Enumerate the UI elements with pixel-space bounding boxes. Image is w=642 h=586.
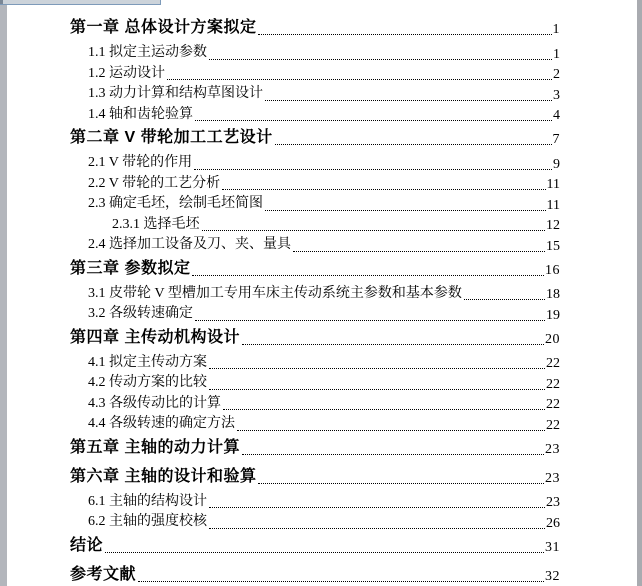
toc-leader-dots xyxy=(258,483,544,484)
toc-entry-title: 6.2 主轴的强度校核 xyxy=(88,514,207,529)
toc-entry[interactable] xyxy=(70,84,560,105)
toc-entry-title: 4.2 传动方案的比较 xyxy=(88,375,207,390)
toc-leader-dots xyxy=(209,389,545,390)
toc-entry-title: 6.1 主轴的结构设计 xyxy=(88,493,207,509)
toc-entry-page-number: 3 xyxy=(553,87,560,103)
toc-leader-dots xyxy=(258,34,551,35)
toc-leader-dots xyxy=(194,169,552,170)
toc-entry[interactable] xyxy=(70,105,560,126)
toc-leader-dots xyxy=(192,275,544,276)
toc-leader-dots xyxy=(265,100,552,101)
toc-entry-page-number: 11 xyxy=(546,177,560,192)
toc-entry-page-number: 9 xyxy=(553,156,560,172)
toc-entry-page-number: 20 xyxy=(545,331,560,347)
workspace-right-margin xyxy=(637,0,642,586)
toc-entry[interactable] xyxy=(70,564,560,586)
toc-entry[interactable] xyxy=(70,414,560,435)
toc-leader-dots xyxy=(242,454,544,455)
toc-entry-title: 1.4 轴和齿轮验算 xyxy=(88,106,193,122)
toc-entry-page-number: 22 xyxy=(546,356,560,371)
toc-entry[interactable] xyxy=(70,194,560,215)
toc-entry-title: 第一章 总体设计方案拟定 xyxy=(70,19,257,36)
toc-entry-page-number: 18 xyxy=(546,287,560,302)
workspace-left-margin xyxy=(0,0,7,586)
toc-leader-dots xyxy=(209,368,545,369)
toc-leader-dots xyxy=(275,144,552,145)
toc-leader-dots xyxy=(265,210,546,211)
toc-entry-page-number: 4 xyxy=(553,108,560,123)
toc-entry-page-number: 23 xyxy=(545,441,560,457)
toc-entry-page-number: 23 xyxy=(546,495,560,510)
toc-entry[interactable] xyxy=(70,17,560,39)
toc-entry-title: 4.4 各级转速的确定方法 xyxy=(88,416,235,431)
toc-leader-dots xyxy=(209,507,545,508)
toc-entry-page-number: 12 xyxy=(546,218,560,233)
toc-entry-title: 1.2 运动设计 xyxy=(88,65,165,81)
toc-entry-page-number: 1 xyxy=(553,46,560,62)
toc-entry-title: 2.1 V 带轮的作用 xyxy=(88,155,193,170)
toc-entry[interactable] xyxy=(70,492,560,513)
toc-leader-dots xyxy=(209,59,552,60)
toc-entry-title: 参考文献 xyxy=(70,565,137,583)
toc-entry-title: 4.3 各级传动比的计算 xyxy=(88,395,221,411)
window-corner-notch-icon xyxy=(0,0,3,4)
toc-entry[interactable] xyxy=(70,64,560,85)
toc-leader-dots xyxy=(293,251,545,252)
document-page xyxy=(7,5,637,586)
toc-entry[interactable] xyxy=(70,284,560,305)
toc-entry-page-number: 19 xyxy=(546,307,560,323)
toc-entry-title: 1.3 动力计算和结构草图设计 xyxy=(88,86,263,101)
toc-entry-page-number: 7 xyxy=(552,132,560,147)
toc-entry-page-number: 22 xyxy=(546,376,560,392)
toc-entry[interactable] xyxy=(70,373,560,394)
toc-leader-dots xyxy=(223,409,545,410)
toc-entry-title: 第六章 主轴的设计和验算 xyxy=(70,467,257,485)
toc-leader-dots xyxy=(138,581,544,582)
toc-leader-dots xyxy=(105,552,544,553)
toc-entry[interactable] xyxy=(70,174,560,195)
toc-leader-dots xyxy=(222,189,545,190)
toc-entry-title: 2.4 选择加工设备及刀、夹、量具 xyxy=(88,237,291,252)
toc-entry[interactable] xyxy=(70,437,560,459)
toc-entry[interactable] xyxy=(70,327,560,349)
toc-leader-dots xyxy=(209,528,545,529)
toc-entry-page-number: 22 xyxy=(546,397,560,412)
toolbar-edge-fragment xyxy=(0,0,161,5)
toc-entry-title: 第三章 参数拟定 xyxy=(70,259,191,277)
toc-entry-title: 3.1 皮带轮 V 型槽加工专用车床主传动系统主参数和基本参数 xyxy=(88,285,462,301)
toc-leader-dots xyxy=(464,299,545,300)
toc-entry-title: 2.3 确定毛坯，绘制毛坯简图 xyxy=(88,196,263,211)
toc-entry[interactable] xyxy=(70,235,560,256)
toc-entry-page-number: 31 xyxy=(545,539,560,555)
toc-entry-title: 第五章 主轴的动力计算 xyxy=(70,438,240,456)
toc-entry-page-number: 1 xyxy=(552,22,560,37)
toc-entry-title: 结论 xyxy=(70,536,104,554)
toc-entry[interactable] xyxy=(70,43,560,64)
toc-entry-title: 2.2 V 带轮的工艺分析 xyxy=(88,175,221,191)
toc-leader-dots xyxy=(237,430,545,431)
toc-entry-title: 第四章 主传动机构设计 xyxy=(70,328,240,346)
toc-entry[interactable] xyxy=(70,466,560,488)
toc-entry[interactable] xyxy=(70,127,560,149)
toc-entry-title: 3.2 各级转速确定 xyxy=(88,306,193,321)
toc-entry-page-number: 23 xyxy=(545,470,560,486)
toc-entry[interactable] xyxy=(70,353,560,374)
toc-entry[interactable] xyxy=(70,535,560,557)
toc-entry[interactable] xyxy=(70,512,560,533)
toc-leader-dots xyxy=(202,230,546,231)
toc-entry-page-number: 32 xyxy=(545,568,560,584)
toc-entry-title: 4.1 拟定主传动方案 xyxy=(88,354,207,370)
toc-leader-dots xyxy=(242,344,544,345)
toc-entry[interactable] xyxy=(70,394,560,415)
toc-entry-title: 1.1 拟定主运动参数 xyxy=(88,45,207,60)
toc-leader-dots xyxy=(167,79,552,80)
toc-entry-page-number: 26 xyxy=(546,515,560,531)
toc-entry[interactable] xyxy=(70,215,560,236)
toc-entry-page-number: 16 xyxy=(545,262,560,278)
toc-entry[interactable] xyxy=(70,258,560,280)
toc-entry-page-number: 15 xyxy=(546,238,560,254)
toc-entry[interactable] xyxy=(70,304,560,325)
toc-entry-page-number: 11 xyxy=(546,197,560,213)
toc-leader-dots xyxy=(195,320,545,321)
toc-leader-dots xyxy=(195,120,552,121)
toc-entry-title: 第二章 V 带轮加工工艺设计 xyxy=(70,129,273,146)
toc-entry-page-number: 22 xyxy=(546,417,560,433)
toc-entry-page-number: 2 xyxy=(553,67,560,82)
toc-entry[interactable] xyxy=(70,153,560,174)
toc-entry-title: 2.3.1 选择毛坯 xyxy=(112,216,200,232)
